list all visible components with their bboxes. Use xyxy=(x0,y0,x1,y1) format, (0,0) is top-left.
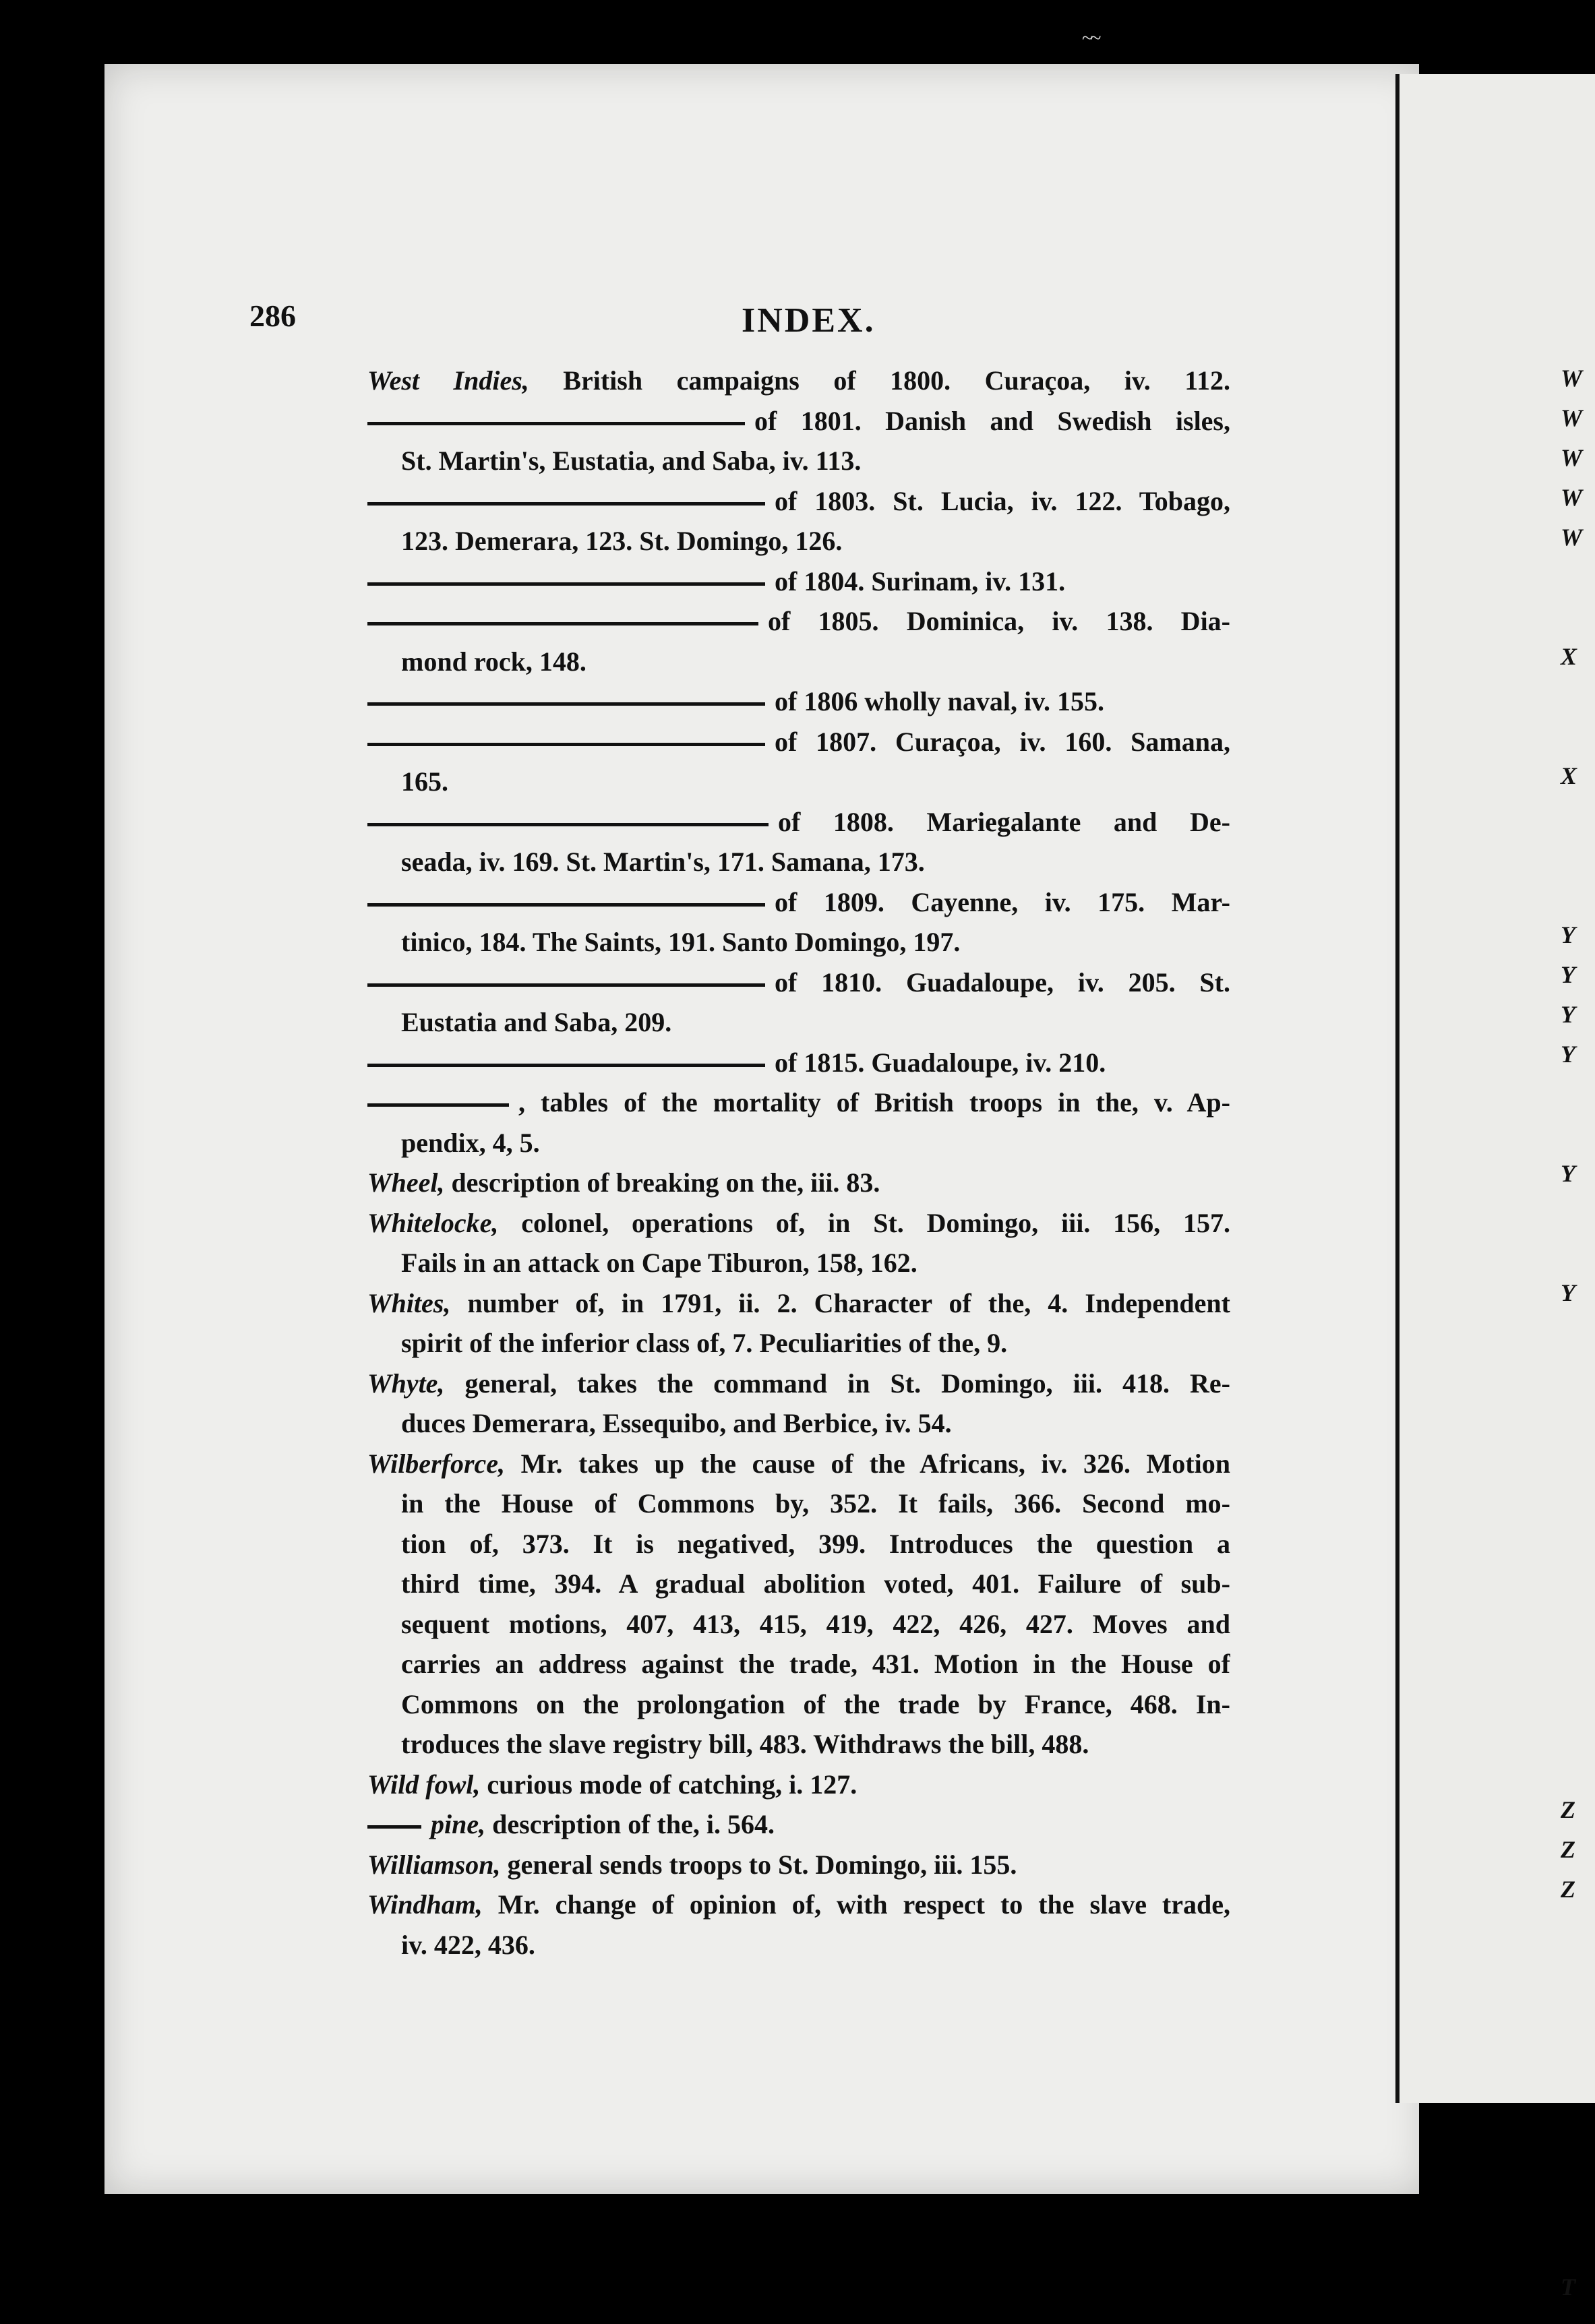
index-subentry xyxy=(367,561,1230,602)
facing-page-letter: W xyxy=(1561,484,1583,511)
entry-text: description of the, i. 564. xyxy=(485,1809,775,1839)
headword: Wild fowl, xyxy=(367,1769,481,1800)
entry-text: , tables of the mortality of British troops in the, v. Ap- xyxy=(518,1087,1230,1118)
facing-page-letter xyxy=(1561,1557,1594,1597)
index-entry-continuation xyxy=(367,1403,1230,1444)
facing-page-letter xyxy=(1561,1398,1594,1438)
entry-text: of 1815. Guadaloupe, iv. 210. xyxy=(775,1047,1106,1078)
entry-text: of 1804. Surinam, iv. 131. xyxy=(775,565,1066,597)
facing-page-letter: Y xyxy=(1561,921,1575,948)
index-entry-continuation xyxy=(367,1644,1230,1684)
entry-text: description of breaking on the, iii. 83. xyxy=(444,1167,880,1198)
index-entry-continuation xyxy=(367,1484,1230,1524)
facing-page-letter xyxy=(1561,682,1594,722)
facing-page-letter xyxy=(1561,1120,1594,1159)
entry-text: of 1808. Mariegalante and De- xyxy=(778,806,1230,837)
ditto-rule xyxy=(367,1825,421,1829)
ditto-rule xyxy=(367,983,765,987)
ditto-rule xyxy=(367,582,765,586)
entry-text: of 1807. Curaçoa, iv. 160. Samana, xyxy=(775,726,1230,757)
index-subentry xyxy=(367,1082,1230,1123)
facing-page-letter xyxy=(1561,722,1594,762)
index-entry xyxy=(367,1203,1230,1244)
facing-page-letter: W xyxy=(1561,404,1583,431)
index-entry-continuation xyxy=(367,1564,1230,1604)
facing-page-letter xyxy=(1561,2233,1594,2273)
entry-text: St. Martin's, Eustatia, and Saba, iv. 113. xyxy=(401,446,862,476)
entry-text: tion of, 373. It is negatived, 399. Introduces the question a xyxy=(401,1528,1230,1559)
facing-page-letter: W xyxy=(1561,365,1583,392)
entry-text: of 1810. Guadaloupe, iv. 205. St. xyxy=(775,967,1230,998)
index-subentry xyxy=(367,1043,1230,1083)
headword: Whites, xyxy=(367,1287,451,1318)
index-subentry xyxy=(367,802,1230,843)
entry-text: duces Demerara, Essequibo, and Berbice, iv. 54. xyxy=(401,1408,952,1438)
entry-text: seada, iv. 169. St. Martin's, 171. Samana, 173. xyxy=(401,847,925,877)
facing-page-letter xyxy=(1561,1676,1594,1716)
index-entry xyxy=(367,1845,1230,1885)
index-subentry xyxy=(367,1804,1230,1845)
headword: Whyte, xyxy=(367,1368,445,1399)
index-entry-continuation xyxy=(367,1925,1230,1965)
ditto-rule xyxy=(367,743,765,746)
index-entry-continuation xyxy=(367,1243,1230,1283)
entry-text: Fails in an attack on Cape Tiburon, 158, 162. xyxy=(401,1248,917,1278)
index-entry xyxy=(367,1163,1230,1203)
facing-page-letter: Z xyxy=(1561,1796,1575,1823)
facing-page-letter xyxy=(1561,2074,1594,2114)
index-entry-continuation xyxy=(367,762,1230,802)
index-entry-continuation xyxy=(367,1002,1230,1043)
ditto-rule xyxy=(367,702,765,706)
facing-page-letter xyxy=(1561,1239,1594,1279)
entry-text: of 1809. Cayenne, iv. 175. Mar- xyxy=(775,886,1230,917)
ditto-rule xyxy=(367,1064,765,1067)
entry-text: Mr. change of opinion of, with respect to the slave trade, xyxy=(482,1889,1230,1920)
index-entry-continuation xyxy=(367,642,1230,682)
entry-text: 123. Demerara, 123. St. Domingo, 126. xyxy=(401,526,843,556)
index-entry-continuation xyxy=(367,1604,1230,1645)
entry-text: tinico, 184. The Saints, 191. Santo Domingo, 197. xyxy=(401,927,961,957)
entry-text: Mr. takes up the cause of the Africans, iv. 326. Motion xyxy=(505,1448,1230,1479)
index-entry-continuation xyxy=(367,922,1230,962)
index-entry-continuation xyxy=(367,1123,1230,1163)
entry-text: British campaigns of 1800. Curaçoa, iv. 112. xyxy=(529,365,1230,396)
ditto-rule xyxy=(367,502,765,506)
entry-text: in the House of Commons by, 352. It fails, 366. Second mo- xyxy=(401,1488,1230,1519)
index-entry-continuation xyxy=(367,1323,1230,1364)
facing-page-letter: Y xyxy=(1561,1001,1575,1028)
entry-text: curious mode of catching, i. 127. xyxy=(480,1769,857,1800)
facing-page-letter xyxy=(1561,881,1594,921)
facing-page-letter xyxy=(1561,1915,1594,1955)
index-entry xyxy=(367,1444,1230,1484)
facing-page-letter xyxy=(1561,1199,1594,1239)
facing-page-letter xyxy=(1561,1517,1594,1557)
entry-text: mond rock, 148. xyxy=(401,646,586,677)
facing-page-letter: Y xyxy=(1561,1160,1575,1187)
entry-text: sequent motions, 407, 413, 415, 419, 422, 426, 427. Moves and xyxy=(401,1608,1230,1639)
facing-page-letter: X xyxy=(1561,762,1577,789)
index-subentry xyxy=(367,601,1230,642)
facing-page-letter xyxy=(1561,1318,1594,1358)
headword: Wheel, xyxy=(367,1167,445,1198)
entry-text: number of, in 1791, ii. 2. Character of the, 4. Independent xyxy=(450,1287,1230,1318)
index-subentry xyxy=(367,722,1230,762)
facing-page-letter: Y xyxy=(1561,1279,1575,1306)
facing-page-letter xyxy=(1561,2034,1594,2074)
index-entry xyxy=(367,1765,1230,1805)
ditto-rule xyxy=(367,903,765,907)
facing-page-letter: Z xyxy=(1561,1836,1575,1863)
index-entry-continuation xyxy=(367,441,1230,481)
facing-page-letter xyxy=(1561,603,1594,642)
entry-text: troduces the slave registry bill, 483. Withdraws the bill, 488. xyxy=(401,1729,1089,1759)
facing-page-letter xyxy=(1561,1477,1594,1517)
entry-text: general, takes the command in St. Domingo, iii. 418. Re- xyxy=(444,1368,1230,1399)
headword: Whitelocke, xyxy=(367,1207,499,1238)
ditto-rule xyxy=(367,622,758,625)
index-entry xyxy=(367,1283,1230,1324)
ditto-rule xyxy=(367,1103,509,1107)
index-subentry xyxy=(367,962,1230,1003)
index-subentry xyxy=(367,882,1230,923)
index-entry xyxy=(367,1885,1230,1925)
entry-text: spirit of the inferior class of, 7. Peculiarities of the, 9. xyxy=(401,1328,1008,1358)
entry-text: pendix, 4, 5. xyxy=(401,1127,540,1158)
page-number: 286 xyxy=(249,299,296,333)
facing-page-letter: Z xyxy=(1561,1876,1575,1903)
facing-page-letter: Y xyxy=(1561,961,1575,988)
entry-text: carries an address against the trade, 431. Motion in the House of xyxy=(401,1649,1230,1679)
facing-page-letter xyxy=(1561,2114,1594,2153)
entry-text: iv. 422, 436. xyxy=(401,1929,535,1960)
entry-text: third time, 394. A gradual abolition voted, 401. Failure of sub- xyxy=(401,1568,1230,1599)
entry-text: Eustatia and Saba, 209. xyxy=(401,1007,672,1037)
headword: Windham, xyxy=(367,1889,483,1920)
running-head: INDEX. xyxy=(742,301,876,340)
index-entry-continuation xyxy=(367,1684,1230,1725)
facing-page-letter: Y xyxy=(1561,1041,1575,1068)
scan-mark: ~~ xyxy=(1082,27,1099,49)
index-entry xyxy=(367,1364,1230,1404)
entry-text: of 1806 wholly naval, iv. 155. xyxy=(775,686,1104,716)
index-subentry xyxy=(367,681,1230,722)
index-subentry xyxy=(367,401,1230,441)
facing-page-letter xyxy=(1561,563,1594,603)
index-entry-continuation xyxy=(367,842,1230,882)
facing-page-letter xyxy=(1561,1358,1594,1398)
facing-page-letter xyxy=(1561,2153,1594,2193)
facing-page-letter xyxy=(1561,1080,1594,1120)
index-entry xyxy=(367,361,1230,401)
entry-text: general sends troops to St. Domingo, iii. 155. xyxy=(500,1849,1017,1880)
facing-page-letter xyxy=(1561,1756,1594,1796)
index-entry-continuation xyxy=(367,521,1230,561)
facing-page-letter xyxy=(1561,1438,1594,1477)
entry-text: of 1803. St. Lucia, iv. 122. Tobago, xyxy=(775,485,1230,516)
index-subentry xyxy=(367,481,1230,522)
facing-page-letter xyxy=(1561,1994,1594,2034)
facing-page-letter: W xyxy=(1561,524,1583,551)
facing-page-letter xyxy=(1561,2193,1594,2233)
facing-page-letter xyxy=(1561,1716,1594,1756)
ditto-rule xyxy=(367,422,745,425)
facing-page-letter xyxy=(1561,1955,1594,1994)
facing-page-letter xyxy=(1561,801,1594,841)
entry-text: Commons on the prolongation of the trade by France, 468. In- xyxy=(401,1688,1230,1719)
facing-page-letter xyxy=(1561,1597,1594,1637)
entry-text: 165. xyxy=(401,766,448,797)
facing-page-letter xyxy=(1561,841,1594,881)
index-entry-continuation xyxy=(367,1724,1230,1765)
headword: West Indies, xyxy=(367,365,529,396)
facing-page-letter xyxy=(1561,1637,1594,1676)
facing-page-letter: X xyxy=(1561,643,1577,670)
entry-text: of 1805. Dominica, iv. 138. Dia- xyxy=(768,606,1230,636)
headword: Wilberforce, xyxy=(367,1448,506,1479)
headword: pine, xyxy=(431,1809,486,1839)
index-entry-continuation xyxy=(367,1524,1230,1564)
entry-text: colonel, operations of, in St. Domingo, iii. 156, 157. xyxy=(498,1207,1230,1238)
index-entries xyxy=(367,361,1230,1965)
headword: Williamson, xyxy=(367,1849,501,1880)
facing-page-letters xyxy=(1561,364,1594,2313)
entry-text: of 1801. Danish and Swedish isles, xyxy=(754,405,1230,436)
facing-page-letter: W xyxy=(1561,444,1583,471)
facing-page-letter: T xyxy=(1561,2273,1575,2300)
ditto-rule xyxy=(367,823,769,826)
